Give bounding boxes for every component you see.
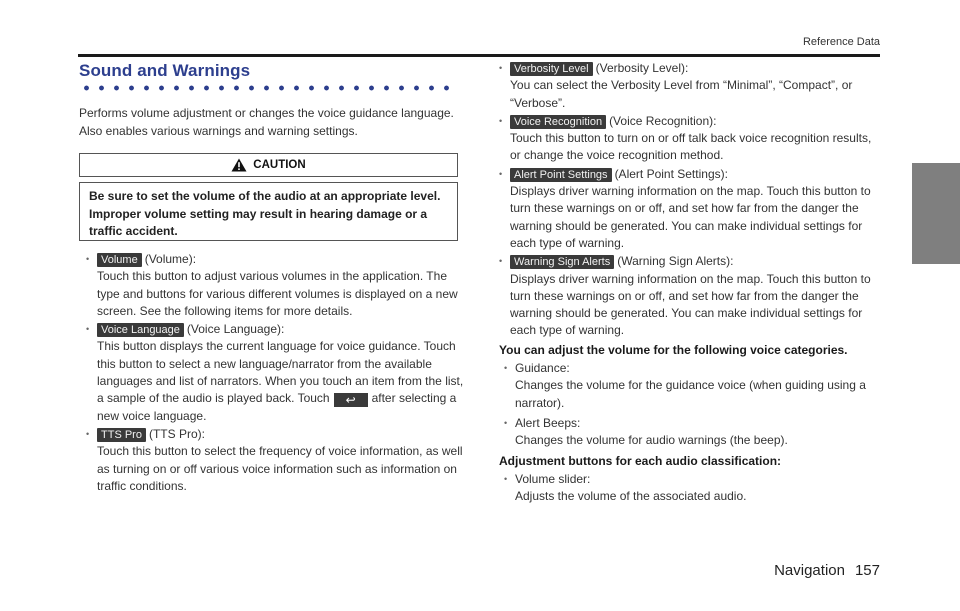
voice-recognition-button[interactable]: Voice Recognition bbox=[510, 115, 606, 129]
item-name: (Volume): bbox=[144, 252, 197, 266]
list-item-alert-beeps bbox=[499, 415, 884, 450]
tts-pro-button[interactable]: TTS Pro bbox=[97, 428, 146, 442]
item-name: Guidance: bbox=[515, 361, 570, 376]
item-name: (Warning Sign Alerts): bbox=[617, 254, 734, 269]
page-footer bbox=[774, 562, 880, 579]
item-name: Alert Beeps: bbox=[515, 415, 581, 430]
caution-header bbox=[79, 153, 458, 177]
list-item-volume-slider bbox=[499, 471, 884, 506]
item-name: Volume slider: bbox=[515, 471, 591, 486]
footer-section: Navigation bbox=[774, 562, 845, 579]
running-header: Reference Data bbox=[802, 36, 880, 48]
item-description: Touch this button to select the frequency of voice information, as well as turning on or off various voice information such as information on traffic conditions. bbox=[97, 444, 463, 493]
bullet: • bbox=[86, 254, 90, 264]
list-item-volume bbox=[86, 251, 466, 320]
item-description: Displays driver warning information on the map. Touch this button to turn these warnings on or off, and set how far from the danger the warning should be generated. You can make individual settings for each type of warning. bbox=[510, 184, 871, 250]
list-item-alert-point-settings bbox=[499, 166, 884, 252]
list-item-voice-language bbox=[86, 321, 466, 425]
bullet: • bbox=[504, 473, 508, 484]
back-arrow-icon[interactable]: ↩ bbox=[334, 393, 368, 407]
chapter-side-tab bbox=[912, 163, 960, 264]
section-title: Sound and Warnings bbox=[79, 61, 251, 80]
item-description: Touch this button to adjust various volumes in the application. The type and buttons for various different volumes is displayed on a new screen. See the following items for more details. bbox=[97, 269, 458, 318]
bullet: • bbox=[499, 115, 503, 126]
item-description: You can select the Verbosity Level from “Minimal”, “Compact”, or “Verbose”. bbox=[510, 78, 853, 110]
item-description: Displays driver warning information on the map. Touch this button to turn these warnings on or off, and set how far from the danger the warning should be generated. You can make individual settings for each type of warning. bbox=[510, 271, 871, 338]
alert-point-settings-button[interactable]: Alert Point Settings bbox=[510, 168, 612, 182]
verbosity-level-button[interactable]: Verbosity Level bbox=[510, 62, 593, 76]
bullet: • bbox=[499, 63, 503, 73]
list-item-verbosity-level bbox=[499, 60, 884, 112]
list-item-warning-sign-alerts bbox=[499, 253, 884, 339]
item-name: (TTS Pro): bbox=[148, 426, 205, 441]
left-column bbox=[86, 251, 466, 496]
item-description: Changes the volume for the guidance voice (when guiding using a narrator). bbox=[515, 378, 866, 410]
voice-categories-heading: You can adjust the volume for the following voice categories. bbox=[499, 342, 848, 357]
item-description: Touch this button to turn on or off talk back voice recognition results, or change the voice recognition method. bbox=[510, 131, 872, 163]
warning-triangle-icon bbox=[231, 158, 247, 172]
bullet: • bbox=[504, 363, 508, 374]
item-name: (Voice Recognition): bbox=[609, 113, 717, 128]
bullet: • bbox=[504, 417, 508, 428]
bullet: • bbox=[86, 428, 90, 439]
list-item-guidance bbox=[499, 360, 884, 412]
description-part: This button displays the current language for voice guidance. Touch this button to select a new language/narrator from the available languages and list of narrators. When you touch an item from the list, a sample of the audio is played back. Touch bbox=[97, 339, 464, 406]
item-name: (Voice Language): bbox=[186, 322, 285, 337]
item-description bbox=[97, 338, 466, 424]
right-column bbox=[499, 60, 884, 505]
intro-paragraph: Performs volume adjustment or changes the voice guidance language. Also enables various warnings and warning settings. bbox=[79, 106, 454, 138]
bullet: • bbox=[499, 256, 503, 267]
title-dotted-underline bbox=[79, 84, 455, 92]
voice-language-button[interactable]: Voice Language bbox=[97, 323, 184, 337]
item-description: Changes the volume for audio warnings (the beep). bbox=[515, 433, 788, 448]
description-part: after selecting a new voice language. bbox=[97, 391, 457, 423]
warning-sign-alerts-button[interactable]: Warning Sign Alerts bbox=[510, 255, 614, 269]
item-name: (Verbosity Level): bbox=[595, 61, 689, 75]
page-number: 157 bbox=[854, 562, 880, 579]
volume-button[interactable]: Volume bbox=[97, 253, 142, 267]
caution-text: Be sure to set the volume of the audio at an appropriate level. Improper volume setting may result in hearing damage or a traffic accident. bbox=[79, 182, 458, 241]
list-item-tts-pro bbox=[86, 426, 466, 495]
bullet: • bbox=[86, 324, 90, 335]
list-item-voice-recognition bbox=[499, 113, 884, 165]
caution-label: CAUTION bbox=[253, 159, 306, 171]
bullet: • bbox=[499, 168, 503, 179]
adjustment-heading: Adjustment buttons for each audio classification: bbox=[499, 453, 782, 468]
header-rule bbox=[78, 54, 880, 57]
item-description: Adjusts the volume of the associated audio. bbox=[515, 489, 747, 504]
item-name: (Alert Point Settings): bbox=[614, 166, 728, 181]
